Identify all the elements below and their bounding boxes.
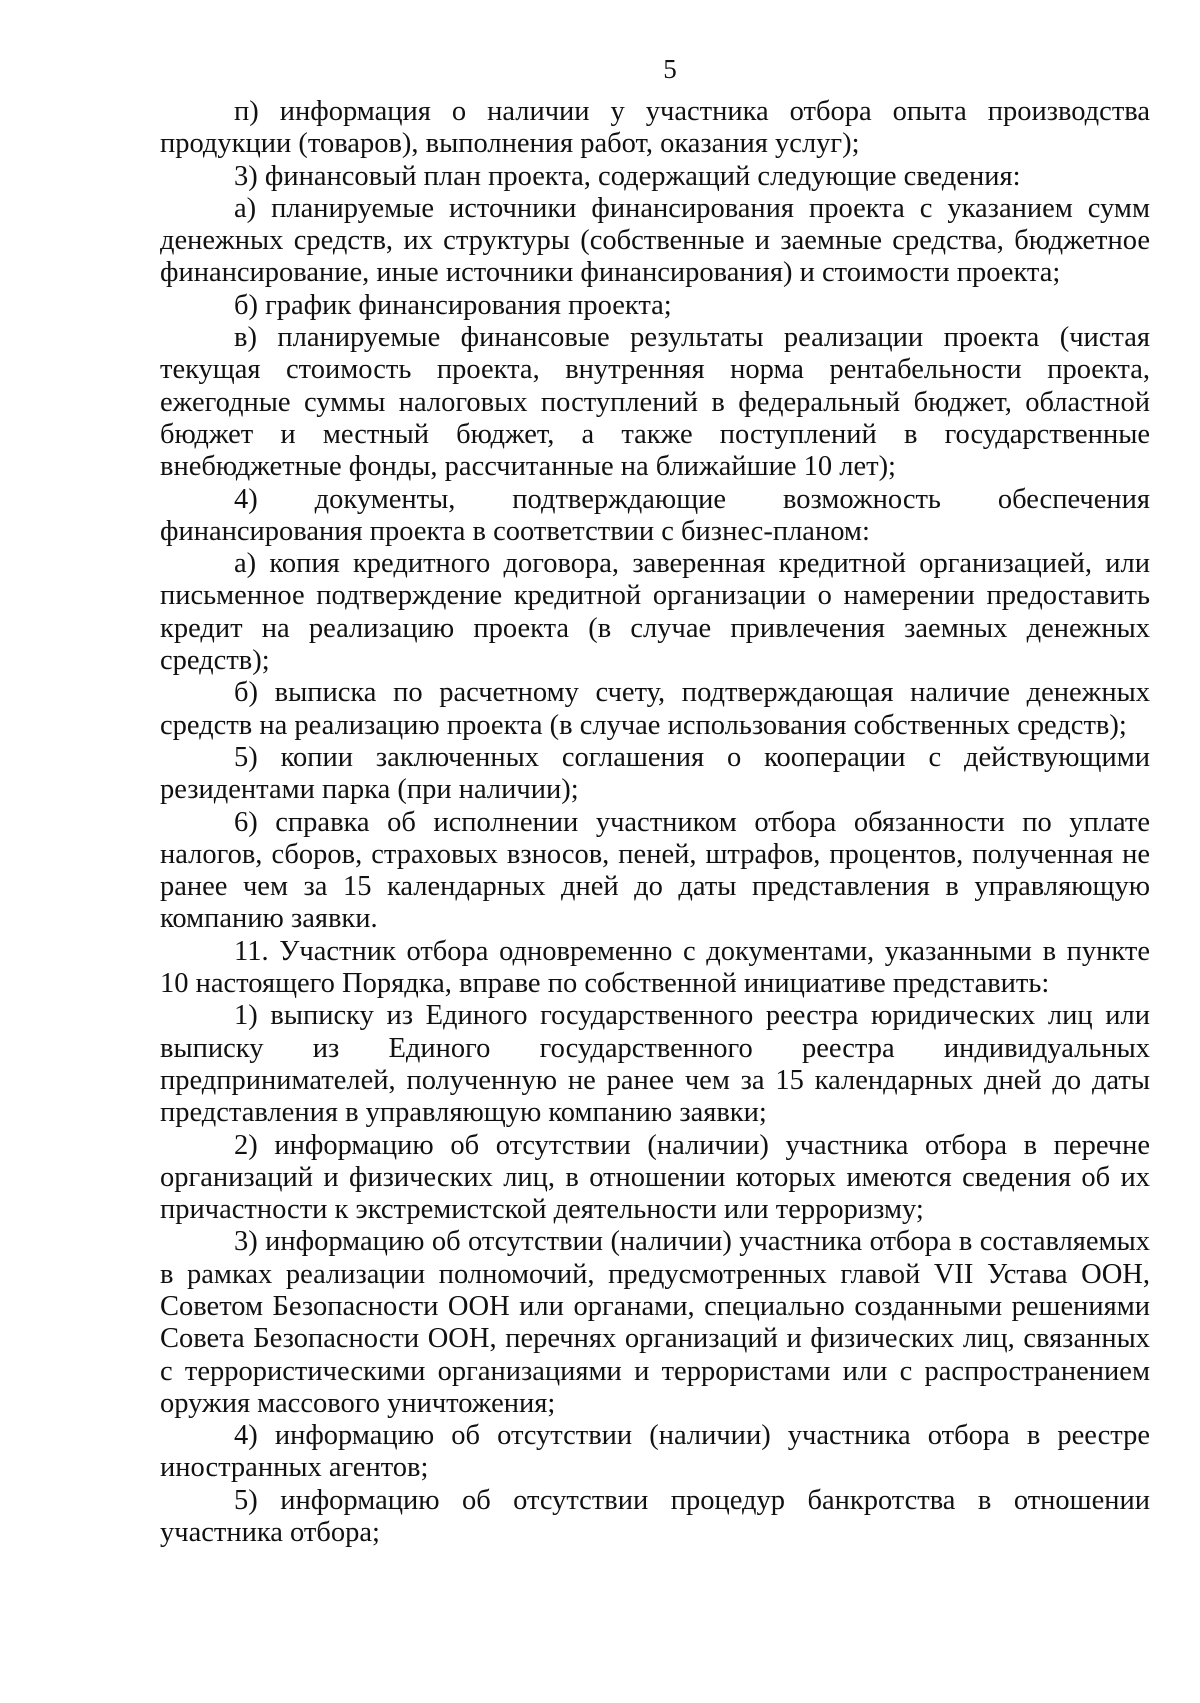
paragraph-item-3v-financial-results: в) планируемые финансовые результаты реализации проекта (чистая текущая стоимость проекта, внутренняя норма рентабельности проекта, ежегодные суммы налоговых поступлений в федеральный бюджет, областной бюджет и местный бюджет, а также поступлений в государственные внебюджетные фонды, рассчитанные на ближайшие 10 лет); xyxy=(160,322,1150,483)
paragraph-item-p-production-experience: п) информация о наличии у участника отбора опыта производства продукции (товаров), выполнения работ, оказания услуг); xyxy=(160,96,1150,160)
paragraph-item-4a-credit-agreement: а) копия кредитного договора, заверенная кредитной организацией, или письменное подтверждение кредитной организации о намерении предоставить кредит на реализацию проекта (в случае привлечения заемных денежных средств); xyxy=(160,548,1150,677)
page-number: 5 xyxy=(663,54,677,84)
document-body xyxy=(160,96,1150,1549)
paragraph-item-11-1-registry-extract: 1) выписку из Единого государственного реестра юридических лиц или выписку из Единого государственного реестра индивидуальных предпринимателей, полученную не ранее чем за 15 календарных дней до даты представления в управляющую компанию заявки; xyxy=(160,1000,1150,1129)
paragraph-item-3a-funding-sources: а) планируемые источники финансирования проекта с указанием сумм денежных средств, их структуры (собственные и заемные средства, бюджетное финансирование, иные источники финансирования) и стоимости проекта; xyxy=(160,192,1150,289)
paragraph-item-6-tax-certificate: 6) справка об исполнении участником отбора обязанности по уплате налогов, сборов, страховых взносов, пеней, штрафов, процентов, полученная не ранее чем за 15 календарных дней до даты представления в управляющую компанию заявки. xyxy=(160,806,1150,935)
paragraph-item-4-funding-documents: 4) документы, подтверждающие возможность обеспечения финансирования проекта в соответствии с бизнес-планом: xyxy=(160,483,1150,547)
paragraph-item-11-2-extremism-list: 2) информацию об отсутствии (наличии) участника отбора в перечне организаций и физических лиц, в отношении которых имеются сведения об их причастности к экстремистской деятельности или терроризму; xyxy=(160,1129,1150,1226)
paragraph-item-11-3-un-lists: 3) информацию об отсутствии (наличии) участника отбора в составляемых в рамках реализации полномочий, предусмотренных главой VII Устава ООН, Советом Безопасности ООН или органами, специально созданными решениями Совета Безопасности ООН, перечнях организаций и физических лиц, связанных с террористическими организациями и террористами или с распространением оружия массового уничтожения; xyxy=(160,1226,1150,1419)
paragraph-item-4b-account-statement: б) выписка по расчетному счету, подтверждающая наличие денежных средств на реализацию проекта (в случае использования собственных средств); xyxy=(160,677,1150,741)
paragraph-section-11: 11. Участник отбора одновременно с документами, указанными в пункте 10 настоящего Порядка, вправе по собственной инициативе представить: xyxy=(160,935,1150,1000)
paragraph-item-11-4-foreign-agents: 4) информацию об отсутствии (наличии) участника отбора в реестре иностранных агентов; xyxy=(160,1420,1150,1484)
paragraph-item-3-financial-plan: 3) финансовый план проекта, содержащий следующие сведения: xyxy=(234,160,1021,192)
paragraph-item-11-5-bankruptcy: 5) информацию об отсутствии процедур банкротства в отношении участника отбора; xyxy=(160,1484,1150,1549)
paragraph-item-5-cooperation-agreements: 5) копии заключенных соглашения о кооперации с действующими резидентами парка (при наличии); xyxy=(160,741,1150,806)
paragraph-item-3b-funding-schedule: б) график финансирования проекта; xyxy=(234,289,672,321)
